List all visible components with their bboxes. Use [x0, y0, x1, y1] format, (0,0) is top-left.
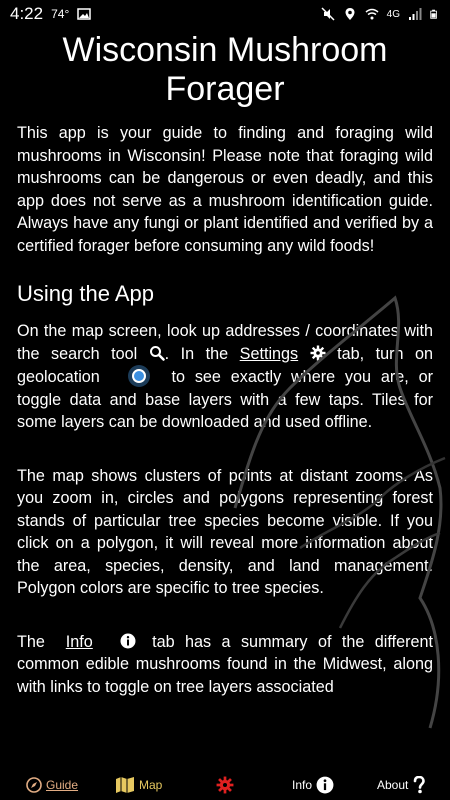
info-link[interactable]: Info [65, 632, 93, 651]
nav-settings-tab[interactable] [216, 770, 234, 800]
info-text-1: The [17, 632, 45, 651]
compass-icon [26, 777, 42, 793]
intro-paragraph: This app is your guide to finding and foraging wild mushrooms in Wisconsin! Please note that foraging wild mushrooms can be dangerous or even deadly, and this app does not serve as a mushroom identification guide. Always have any fungi or plant identified and verified by a certified forager before consuming any wild foods! [17, 124, 433, 255]
status-bar [0, 0, 450, 28]
map-icon [115, 776, 135, 794]
nav-info-tab[interactable] [292, 770, 334, 800]
battery-icon [430, 7, 440, 21]
nav-info-label: Info [292, 778, 313, 792]
using-text-4: to see exactly where you are, or toggle data and base layers with a few taps. Tiles for some layers can be downloaded and used offline. [17, 368, 433, 431]
nav-map-label: Map [139, 778, 163, 792]
nav-about-tab[interactable] [377, 770, 426, 800]
gear-icon [310, 345, 326, 361]
settings-gear-icon [216, 776, 234, 794]
image-icon [77, 7, 91, 21]
nav-guide-label: Guide [46, 778, 79, 792]
nav-map-tab[interactable] [115, 770, 162, 800]
map-paragraph: The map shows clusters of points at distant zooms. As you zoom in, circles and polygons representing forest stands of particular tree species become visible. If you click on a polygon, it will reveal more information about the area, species, density, and land management. Polygon colors are specific to tree species. [17, 466, 433, 597]
using-the-app-paragraph [0, 320, 450, 434]
settings-link[interactable]: Settings [239, 344, 299, 363]
page-title: Wisconsin Mushroom Forager [62, 31, 388, 108]
status-left [10, 4, 91, 24]
using-text-1: On the map screen, look up addresses / coordinates with the search tool [17, 322, 433, 363]
nav-guide-tab[interactable] [26, 770, 78, 800]
search-icon [149, 345, 165, 361]
location-icon [343, 7, 357, 21]
geolocation-icon [128, 365, 150, 387]
status-time: 4:22 [10, 4, 44, 23]
status-right [321, 7, 440, 21]
info-icon [316, 776, 334, 794]
network-type: 4G [386, 8, 400, 20]
mute-icon [321, 7, 335, 21]
question-mark-icon [412, 776, 426, 794]
nav-about-label: About [377, 778, 409, 792]
using-the-app-heading: Using the App [17, 281, 154, 306]
signal-icon [408, 7, 422, 21]
wifi-icon [365, 7, 379, 21]
using-text-2: . In the [164, 344, 229, 363]
guide-content[interactable] [0, 28, 450, 770]
using-text-3: tab, turn on geolocation [17, 344, 434, 386]
info-circle-icon [120, 633, 136, 649]
bottom-navigation [0, 770, 450, 800]
info-text-2: tab has a summary of the different common edible mushrooms found in the Midwest, along with links to toggle on tree layers associated [17, 632, 434, 696]
status-temperature: 74° [51, 7, 70, 21]
info-paragraph [0, 631, 450, 699]
